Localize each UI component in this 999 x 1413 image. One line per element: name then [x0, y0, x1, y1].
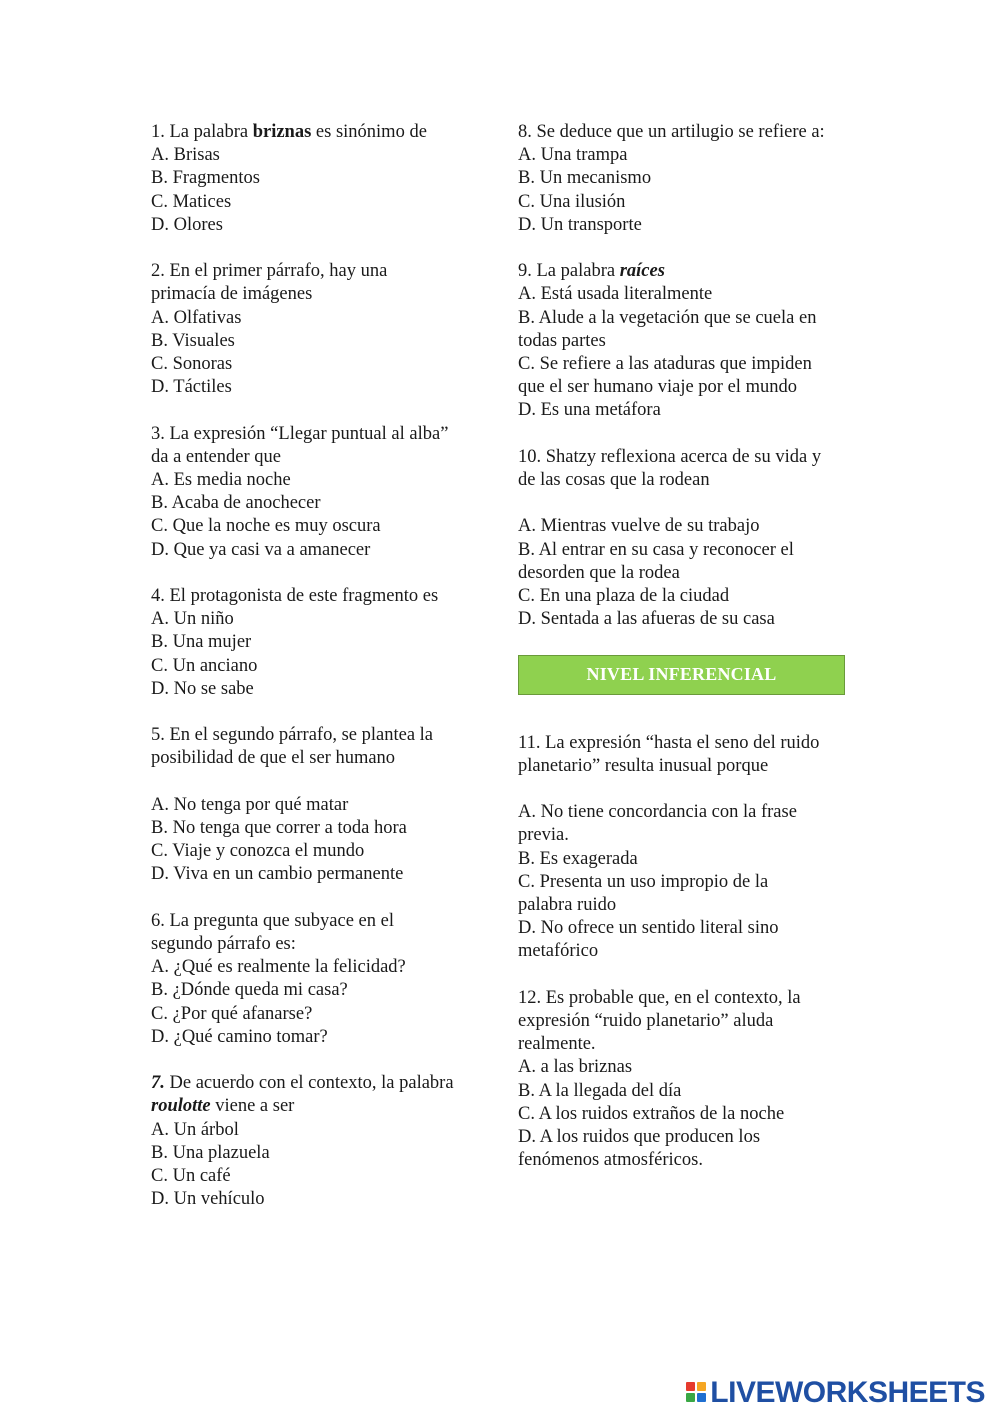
option-a[interactable]: A. No tiene concordancia con la frase: [518, 802, 797, 823]
option-b-cont[interactable]: desorden que la rodea: [518, 562, 680, 583]
option-c[interactable]: C. Sonoras: [151, 354, 233, 375]
liveworksheets-logo: [686, 1375, 985, 1409]
option-d[interactable]: D. Táctiles: [151, 377, 232, 398]
keyword-raices: raíces: [619, 261, 665, 282]
option-d[interactable]: D. Es una metáfora: [518, 400, 661, 421]
question-4-stem: 4. El protagonista de este fragmento es: [151, 586, 439, 607]
option-d[interactable]: D. No se sabe: [151, 678, 254, 699]
option-d-cont[interactable]: metafórico: [518, 941, 599, 962]
question-9: [518, 260, 848, 422]
option-d[interactable]: D. No ofrece un sentido literal sino: [518, 918, 779, 939]
question-8-stem: 8. Se deduce que un artilugio se refiere a:: [518, 122, 825, 142]
right-column: [518, 121, 848, 1196]
option-c[interactable]: C. A los ruidos extraños de la noche: [518, 1103, 785, 1124]
spacer: [151, 771, 482, 794]
option-c[interactable]: C. ¿Por qué afanarse?: [151, 1003, 313, 1024]
section-banner: NIVEL INFERENCIAL: [518, 655, 845, 695]
option-d[interactable]: D. Viva en un cambio permanente: [151, 864, 404, 885]
question-5: [151, 724, 482, 886]
question-3-stem: 3. La expresión “Llegar puntual al alba”: [151, 423, 449, 444]
spacer: [518, 492, 848, 515]
option-a-cont[interactable]: previa.: [518, 825, 569, 846]
option-d[interactable]: D. ¿Qué camino tomar?: [151, 1026, 328, 1047]
option-c[interactable]: C. En una plaza de la ciudad: [518, 586, 730, 607]
question-5-stem-cont: posibilidad de que el ser humano: [151, 748, 396, 769]
left-column: [151, 121, 482, 1235]
question-1-stem: 1. La palabra briznas es sinónimo de: [151, 122, 427, 142]
option-c-cont[interactable]: que el ser humano viaje por el mundo: [518, 377, 797, 398]
option-a[interactable]: A. Mientras vuelve de su trabajo: [518, 516, 760, 537]
option-b-cont[interactable]: todas partes: [518, 330, 606, 351]
question-11: [518, 732, 848, 964]
option-a[interactable]: A. Olfativas: [151, 307, 242, 328]
option-c[interactable]: C. Matices: [151, 191, 232, 212]
option-d[interactable]: D. Sentada a las afueras de su casa: [518, 609, 775, 630]
option-c[interactable]: C. Se refiere a las ataduras que impiden: [518, 354, 812, 375]
option-b[interactable]: B. Una mujer: [151, 632, 252, 653]
option-d[interactable]: D. Un vehículo: [151, 1189, 265, 1210]
option-b[interactable]: B. A la llegada del día: [518, 1080, 682, 1101]
option-b[interactable]: B. Acaba de anochecer: [151, 493, 321, 514]
option-a[interactable]: A. ¿Qué es realmente la felicidad?: [151, 957, 406, 978]
keyword-roulotte: roulotte: [151, 1096, 211, 1117]
question-3-stem-cont: da a entender que: [151, 446, 281, 467]
question-5-stem: 5. En el segundo párrafo, se plantea la: [151, 725, 434, 746]
logo-mark-icon: [686, 1382, 706, 1402]
option-a[interactable]: A. Está usada literalmente: [518, 284, 713, 305]
question-7-stem-cont: roulotte viene a ser: [151, 1096, 295, 1117]
option-c[interactable]: C. Un café: [151, 1166, 231, 1187]
question-6: [151, 910, 482, 1049]
option-c-cont[interactable]: palabra ruido: [518, 895, 617, 916]
option-c[interactable]: C. Una ilusión: [518, 191, 626, 212]
option-d[interactable]: D. Que ya casi va a amanecer: [151, 539, 371, 560]
option-c[interactable]: C. Que la noche es muy oscura: [151, 516, 381, 537]
option-a[interactable]: A. Brisas: [151, 145, 220, 166]
question-11-stem-cont: planetario” resulta inusual porque: [518, 755, 769, 776]
option-b[interactable]: B. Alude a la vegetación que se cuela en: [518, 307, 817, 328]
option-c[interactable]: C. Viaje y conozca el mundo: [151, 841, 365, 862]
option-a[interactable]: A. Una trampa: [518, 145, 628, 166]
question-6-stem-cont: segundo párrafo es:: [151, 934, 296, 955]
question-4: [151, 585, 482, 701]
logo-text: LIVEWORKSHEETS: [710, 1375, 985, 1409]
option-a[interactable]: A. Un árbol: [151, 1119, 239, 1140]
option-d-cont[interactable]: fenómenos atmosféricos.: [518, 1150, 703, 1171]
option-b[interactable]: B. Un mecanismo: [518, 168, 652, 189]
question-9-stem: 9. La palabra raíces: [518, 261, 665, 282]
option-d[interactable]: D. A los ruidos que producen los: [518, 1127, 761, 1148]
question-12-stem-end: realmente.: [518, 1034, 596, 1055]
question-7: [151, 1072, 482, 1211]
option-b[interactable]: B. Al entrar en su casa y reconocer el: [518, 539, 794, 560]
option-a[interactable]: A. No tenga por qué matar: [151, 794, 349, 815]
option-b[interactable]: B. No tenga que correr a toda hora: [151, 818, 407, 839]
option-c[interactable]: C. Presenta un uso impropio de la: [518, 871, 769, 892]
option-b[interactable]: B. ¿Dónde queda mi casa?: [151, 980, 348, 1001]
option-a[interactable]: A. Es media noche: [151, 470, 291, 491]
question-1: [151, 121, 482, 237]
question-10: [518, 446, 848, 632]
question-3: [151, 423, 482, 562]
question-12-stem: 12. Es probable que, en el contexto, la: [518, 987, 801, 1008]
option-b[interactable]: B. Es exagerada: [518, 848, 638, 869]
question-7-number: 7.: [151, 1073, 165, 1094]
option-a[interactable]: A. Un niño: [151, 609, 234, 630]
question-10-stem: 10. Shatzy reflexiona acerca de su vida y: [518, 446, 822, 467]
question-2: [151, 260, 482, 399]
keyword-briznas: briznas: [252, 122, 312, 142]
question-12-stem-cont: expresión “ruido planetario” aluda: [518, 1011, 774, 1032]
option-d[interactable]: D. Olores: [151, 214, 223, 235]
question-11-stem: 11. La expresión “hasta el seno del ruido: [518, 732, 820, 753]
option-c[interactable]: C. Un anciano: [151, 655, 258, 676]
question-12: [518, 987, 848, 1173]
option-a[interactable]: A. a las briznas: [518, 1057, 633, 1078]
question-2-stem-cont: primacía de imágenes: [151, 284, 313, 305]
question-10-stem-cont: de las cosas que la rodean: [518, 470, 710, 491]
option-b[interactable]: B. Fragmentos: [151, 168, 260, 189]
option-b[interactable]: B. Una plazuela: [151, 1142, 270, 1163]
option-b[interactable]: B. Visuales: [151, 330, 235, 351]
question-8: [518, 121, 848, 237]
question-2-stem: 2. En el primer párrafo, hay una: [151, 261, 388, 282]
question-7-stem: 7. De acuerdo con el contexto, la palabra: [151, 1073, 454, 1094]
spacer: [518, 778, 848, 801]
question-6-stem: 6. La pregunta que subyace en el: [151, 910, 394, 931]
option-d[interactable]: D. Un transporte: [518, 214, 642, 235]
